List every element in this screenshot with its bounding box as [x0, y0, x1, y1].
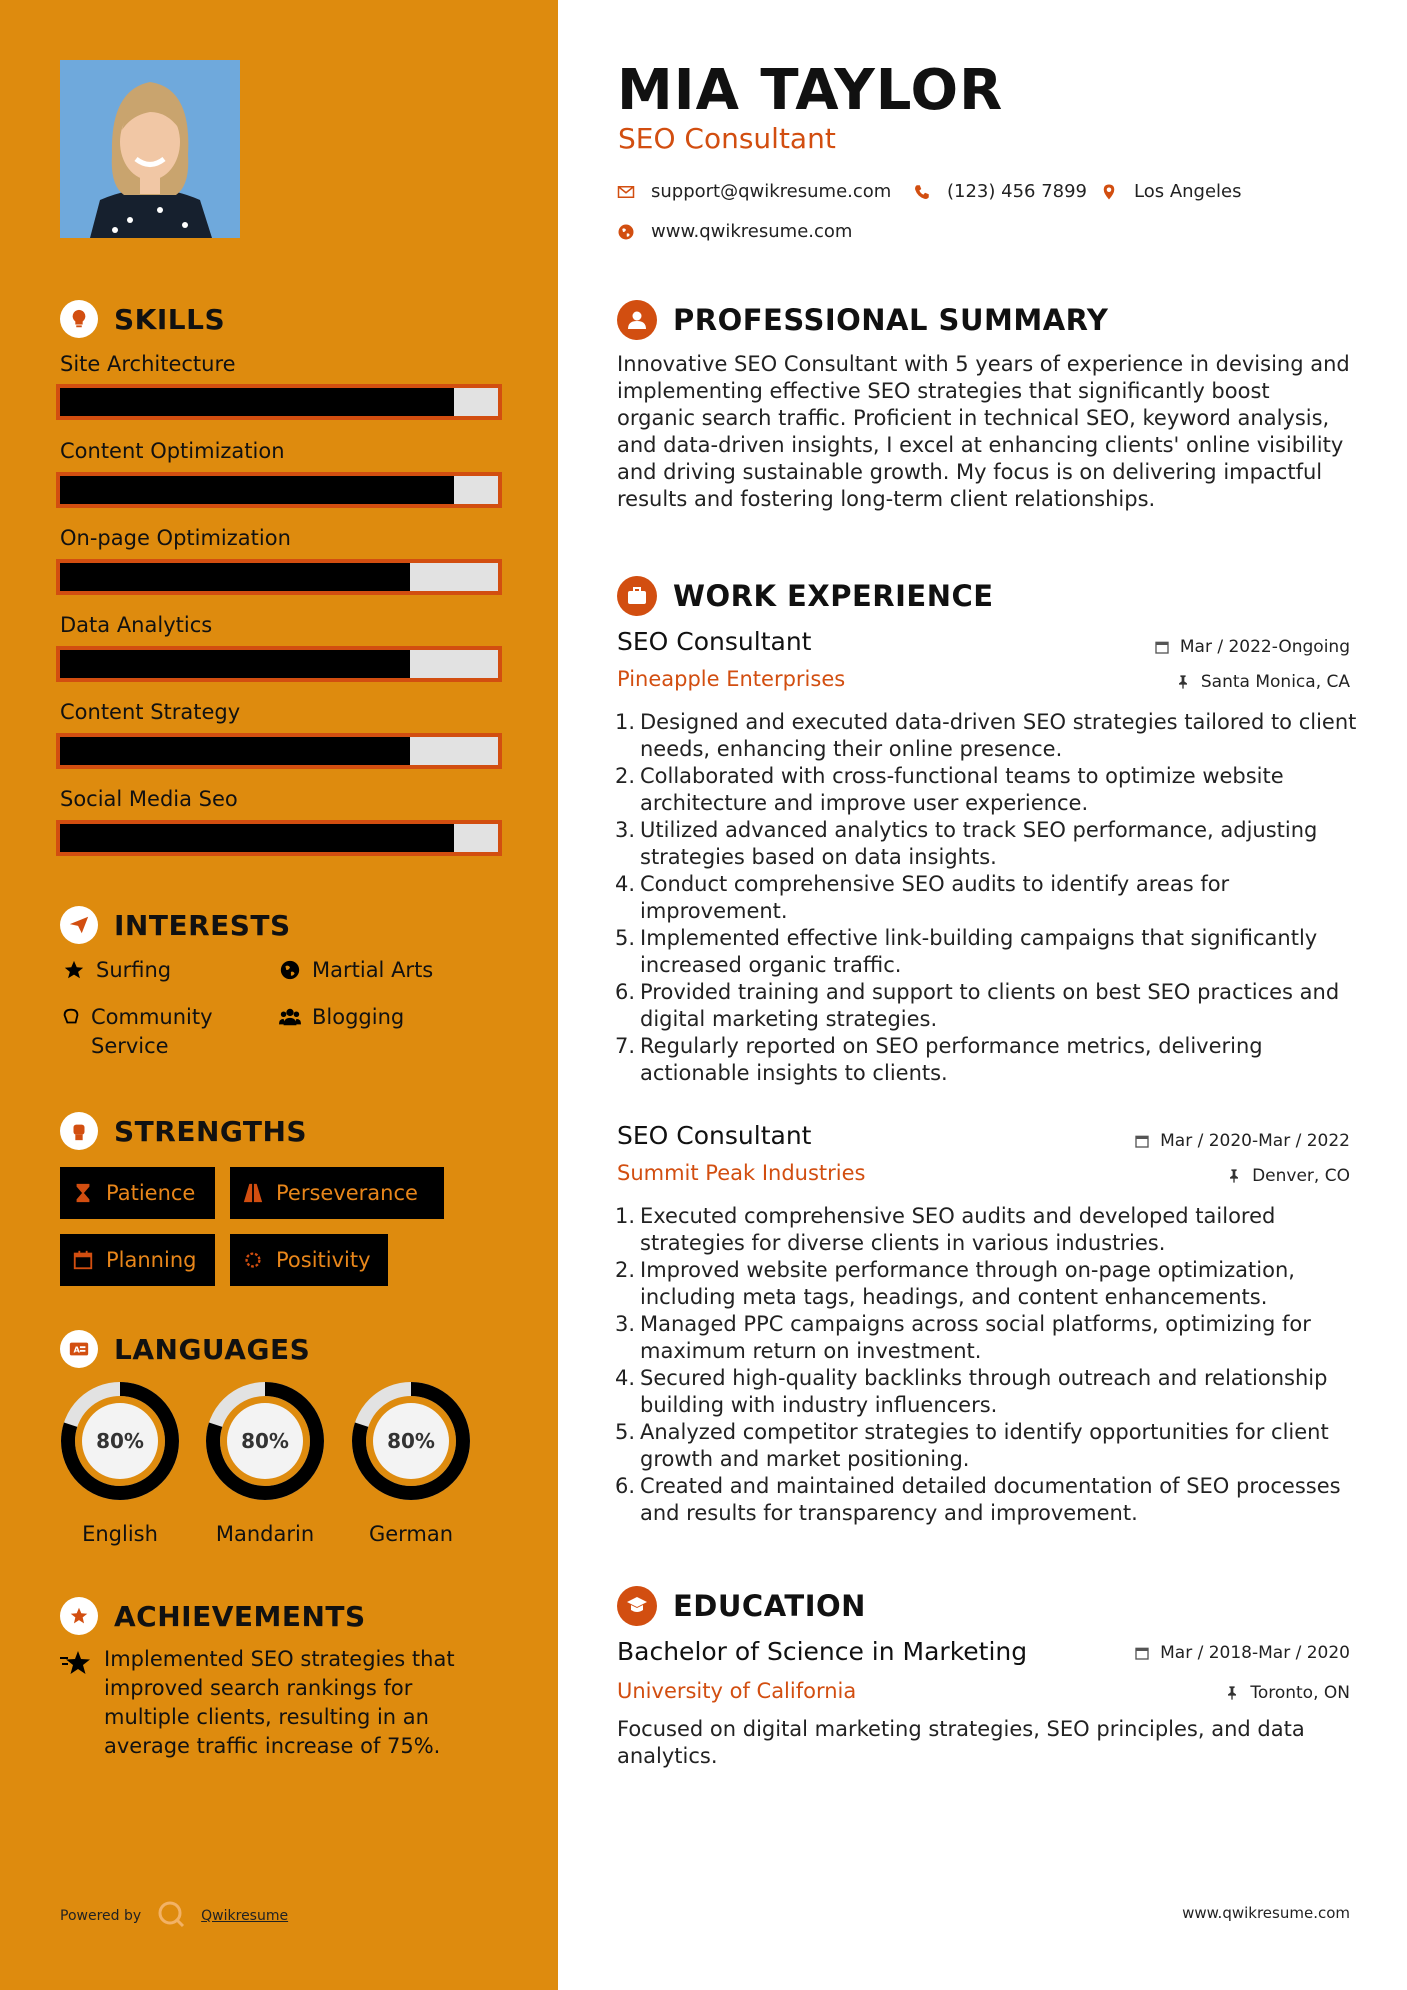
graduate-icon	[617, 1586, 657, 1626]
pin-icon	[1224, 1685, 1240, 1701]
briefcase-icon	[617, 576, 657, 616]
candidate-role: SEO Consultant	[618, 122, 836, 155]
footer-website: www.qwikresume.com	[1182, 1904, 1350, 1922]
map-pin-icon	[1100, 183, 1118, 201]
skill-fill	[60, 650, 410, 678]
job-dates: Mar / 2022-Ongoing	[1154, 637, 1350, 657]
skill-bar	[56, 820, 502, 856]
users-icon	[276, 1003, 304, 1031]
skill-label: Content Optimization	[60, 439, 285, 463]
contact-email: support@qwikresume.com	[617, 181, 891, 202]
skill-fill	[60, 824, 454, 852]
interest-item: Blogging	[276, 1003, 404, 1032]
trophy-star-icon	[60, 1597, 98, 1635]
skill-label: Social Media Seo	[60, 787, 238, 811]
languages-heading: A LANGUAGES	[60, 1330, 310, 1368]
language-ring	[59, 1380, 181, 1502]
skill-label: Data Analytics	[60, 613, 213, 637]
experience-heading: WORK EXPERIENCE	[617, 576, 994, 616]
achievement-text: Implemented SEO strategies that improved search rankings for multiple clients, resulting in an average traffic increase of 75%.	[104, 1647, 455, 1758]
achievements-heading: ACHIEVEMENTS	[60, 1597, 366, 1635]
calendar-icon	[1134, 1133, 1150, 1149]
job-bullet: 1. Executed comprehensive SEO audits and developed tailored strategies for diverse clients in various industries.	[614, 1204, 1276, 1255]
paper-plane-icon	[60, 906, 98, 944]
qwikresume-link[interactable]: Qwikresume	[201, 1908, 289, 1924]
strength-badge: Patience	[60, 1167, 215, 1219]
job-title: SEO Consultant	[617, 1121, 812, 1150]
job-bullets	[612, 1203, 1357, 1527]
language-item: 80% German	[349, 1380, 473, 1546]
interest-item: Community Service	[60, 1003, 260, 1061]
job-bullet: 7. Regularly reported on SEO performance metrics, delivering actionable insights to clients.	[614, 1034, 1263, 1085]
language-percent: 80%	[96, 1429, 144, 1453]
pin-icon	[1226, 1168, 1242, 1184]
calendar-icon	[72, 1249, 94, 1271]
sun-icon	[242, 1249, 264, 1271]
job-bullet: 6. Created and maintained detailed documentation of SEO processes and results for transparency and improvement.	[614, 1474, 1341, 1525]
interest-item: Surfing	[60, 956, 171, 985]
lightbulb-icon	[60, 300, 98, 338]
star-icon	[60, 956, 88, 984]
job-bullet: 5. Implemented effective link-building campaigns that significantly increased organic traffic.	[614, 926, 1318, 977]
skill-fill	[60, 388, 454, 416]
job-bullet: 4. Secured high-quality backlinks through outreach and relationship building with industry influencers.	[614, 1366, 1328, 1417]
education-heading: EDUCATION	[617, 1586, 866, 1626]
fist-icon	[60, 1112, 98, 1150]
strength-badge: Positivity	[230, 1234, 388, 1286]
skill-fill	[60, 737, 410, 765]
school-name: University of California	[617, 1679, 857, 1703]
job-bullet: 4. Conduct comprehensive SEO audits to identify areas for improvement.	[614, 872, 1230, 923]
skill-label: Content Strategy	[60, 700, 241, 724]
language-percent: 80%	[241, 1429, 289, 1453]
skill-label: On-page Optimization	[60, 526, 291, 550]
globe-icon	[276, 956, 304, 984]
education-location: Toronto, ON	[1224, 1683, 1350, 1703]
hand-icon	[60, 1003, 83, 1031]
job-title: SEO Consultant	[617, 627, 812, 656]
contact-phone: (123) 456 7899	[913, 181, 1087, 202]
globe-icon	[617, 223, 635, 241]
skill-label: Site Architecture	[60, 352, 236, 376]
job-bullet: 3. Managed PPC campaigns across social platforms, optimizing for maximum return on investment.	[614, 1312, 1311, 1363]
job-bullet: 2. Improved website performance through on-page optimization, including meta tags, headings, and content enhancements.	[614, 1258, 1295, 1309]
job-location: Santa Monica, CA	[1175, 672, 1350, 692]
sidebar	[0, 0, 558, 1990]
strength-badge: Planning	[60, 1234, 215, 1286]
skill-bar	[56, 559, 502, 595]
language-item: 80% Mandarin	[203, 1380, 327, 1546]
calendar-icon	[1154, 639, 1170, 655]
job-bullet: 3. Utilized advanced analytics to track SEO performance, adjusting strategies based on data insights.	[614, 818, 1318, 869]
svg-text:A: A	[73, 1344, 80, 1355]
job-company: Pineapple Enterprises	[617, 667, 846, 691]
job-bullets	[612, 709, 1357, 1087]
strength-badge: Perseverance	[230, 1167, 444, 1219]
language-percent: 80%	[387, 1429, 435, 1453]
contact-website: www.qwikresume.com	[617, 221, 852, 242]
job-dates: Mar / 2020-Mar / 2022	[1134, 1131, 1350, 1151]
skill-bar	[56, 733, 502, 769]
achievement-star-icon	[60, 1649, 92, 1681]
strengths-heading: STRENGTHS	[60, 1112, 307, 1150]
envelope-icon	[617, 183, 635, 201]
interests-heading: INTERESTS	[60, 906, 291, 944]
user-icon	[617, 300, 657, 340]
language-icon	[60, 1330, 98, 1368]
job-bullet: 1. Designed and executed data-driven SEO strategies tailored to client needs, enhancing their online presence.	[614, 710, 1357, 761]
education-description: Focused on digital marketing strategies, SEO principles, and data analytics.	[617, 1717, 1305, 1768]
job-location: Denver, CO	[1226, 1166, 1350, 1186]
job-company: Summit Peak Industries	[617, 1161, 866, 1185]
language-ring	[204, 1380, 326, 1502]
job-bullet: 2. Collaborated with cross-functional teams to optimize website architecture and improve user experience.	[614, 764, 1284, 815]
powered-by: Powered by Qwikresume	[60, 1900, 288, 1932]
pin-icon	[1175, 674, 1191, 690]
skills-heading: SKILLS	[60, 300, 225, 338]
skill-bar	[56, 646, 502, 682]
contact-location: Los Angeles	[1100, 181, 1242, 202]
phone-icon	[913, 183, 931, 201]
profile-photo	[60, 60, 240, 238]
summary-text: Innovative SEO Consultant with 5 years of experience in devising and implementing effective SEO strategies that significantly boost organic search traffic. Proficient in technical SEO, keyword analysis, and data-driven insights, I excel at enhancing clients' online visibility and driving sustainable growth. My focus is on delivering impactful results and fostering long-term client relationships.	[617, 352, 1350, 511]
job-bullet: 5. Analyzed competitor strategies to identify opportunities for client growth and market positioning.	[614, 1420, 1329, 1471]
education-dates: Mar / 2018-Mar / 2020	[1134, 1643, 1350, 1663]
summary-heading: PROFESSIONAL SUMMARY	[617, 300, 1108, 340]
job-bullet: 6. Provided training and support to clients on best SEO practices and digital marketing strategies.	[614, 980, 1340, 1031]
skill-bar	[56, 472, 502, 508]
interest-item: Martial Arts	[276, 956, 433, 985]
calendar-icon	[1134, 1645, 1150, 1661]
qwikresume-logo-icon	[157, 1900, 185, 1932]
hourglass-icon	[72, 1182, 94, 1204]
skill-fill	[60, 563, 410, 591]
skill-fill	[60, 476, 454, 504]
skill-bar	[56, 384, 502, 420]
language-ring	[350, 1380, 472, 1502]
candidate-name: MIA TAYLOR	[617, 58, 1004, 123]
language-item: 80% English	[58, 1380, 182, 1546]
road-icon	[242, 1182, 264, 1204]
degree-title: Bachelor of Science in Marketing	[617, 1637, 1028, 1666]
